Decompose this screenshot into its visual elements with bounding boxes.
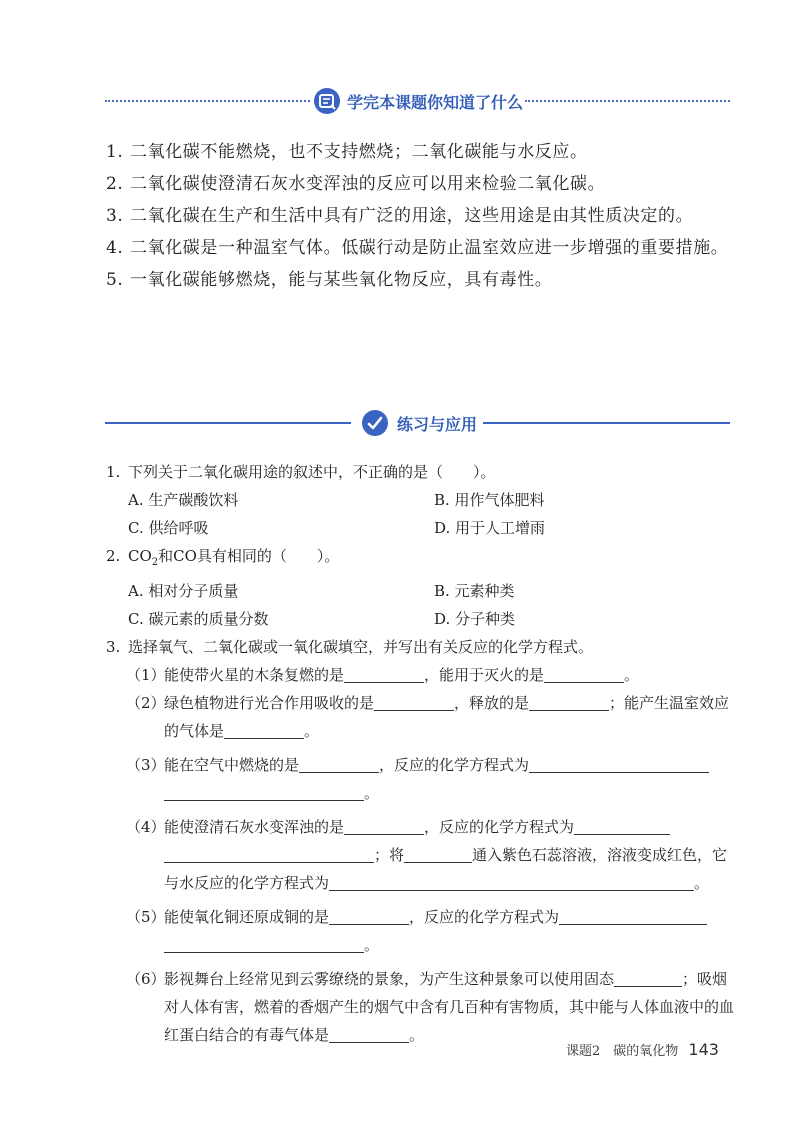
question-2-options (106, 577, 734, 633)
list-item: 3. 二氧化碳在生产和生活中具有广泛的用途，这些用途是由其性质决定的。 (106, 206, 694, 226)
sub-question-1: （1） 能使带火星的木条复燃的是 ，能用于灭火的是 。 (126, 666, 640, 684)
question-1-options (106, 486, 734, 542)
sub-question-3: （3） 能在空气中燃烧的是 ，反应的化学方程式为 。 (106, 751, 734, 807)
divider-right (483, 422, 730, 424)
option-b: B. 元素种类 (434, 582, 515, 600)
exercise-list (106, 458, 734, 1049)
option-a: A. 相对分子质量 (128, 582, 239, 600)
question-2-text: $CO_2$和CO具有相同的（ ）。 (128, 547, 340, 568)
option-a: A. 生产碳酸饮料 (128, 491, 239, 509)
answer-blank[interactable] (164, 782, 364, 801)
question-1-text: 下列关于二氧化碳用途的叙述中，不正确的是（ ）。 (128, 463, 496, 481)
summary-list (106, 136, 736, 296)
exercise-icon (361, 409, 389, 437)
answer-blank[interactable] (374, 692, 454, 711)
divider-left (105, 422, 351, 424)
option-d: D. 用于人工增雨 (434, 519, 546, 537)
sub-question-2: （2） 绿色植物进行光合作用吸收的是 ，释放的是 ；能产生温室效应的气体是 。 (126, 694, 730, 740)
exercise-section-title: 练习与应用 (397, 415, 478, 434)
answer-blank[interactable] (164, 844, 374, 863)
exercise-section-header (105, 408, 730, 438)
option-d: D. 分子种类 (434, 610, 516, 628)
answer-blank[interactable] (329, 1024, 409, 1043)
list-item: 4. 二氧化碳是一种温室气体。低碳行动是防止温室效应进一步增强的重要措施。 (106, 238, 729, 258)
answer-blank[interactable] (299, 754, 379, 773)
summary-section-header (105, 86, 730, 116)
list-item: 1. 二氧化碳不能燃烧，也不支持燃烧；二氧化碳能与水反应。 (106, 142, 588, 162)
sub-question-6: （6） 影视舞台上经常见到云雾缭绕的景象，为产生这种景象可以使用固态 ；吸烟对人体有害，燃着的香烟产生的烟气中含有几百种有害物质，其中能与人体血液中的血红蛋白结合的有毒气体是 。 (126, 970, 735, 1044)
option-c: C. 供给呼吸 (128, 519, 209, 537)
question-3-text: 选择氧气、二氧化碳或一氧化碳填空，并写出有关反应的化学方程式。 (128, 638, 594, 656)
answer-blank[interactable] (329, 906, 409, 925)
answer-blank[interactable] (529, 754, 709, 773)
answer-blank[interactable] (164, 934, 364, 953)
summary-section-title: 学完本课题你知道了什么 (347, 93, 524, 112)
question-1: 1. 下列关于二氧化碳用途的叙述中，不正确的是（ ）。 (106, 458, 734, 486)
answer-blank[interactable] (224, 720, 304, 739)
answer-blank[interactable] (329, 872, 694, 891)
question-2: 2. $CO_2$和CO具有相同的（ ）。 (106, 542, 734, 577)
answer-blank[interactable] (544, 664, 624, 683)
sub-question-5: （5） 能使氧化铜还原成铜的是 ，反应的化学方程式为 。 (106, 903, 734, 959)
page-number: 143 (688, 1040, 719, 1059)
answer-blank[interactable] (344, 816, 424, 835)
answer-blank[interactable] (559, 906, 707, 925)
summary-icon (313, 87, 341, 115)
answer-blank[interactable] (614, 968, 682, 987)
list-item: 5. 一氧化碳能够燃烧，能与某些氧化物反应，具有毒性。 (106, 270, 553, 290)
sub-question-4: （4） 能使澄清石灰水变浑浊的是 ，反应的化学方程式为 ；将 通入紫色石蕊溶液，溶液变成红色，它与水反应的化学方程式为 。 (126, 818, 728, 892)
question-3: 3. 选择氧气、二氧化碳或一氧化碳填空，并写出有关反应的化学方程式。 (106, 633, 734, 661)
lesson-title: 课题2 碳的氧化物 (566, 1044, 679, 1059)
dotted-divider-left (105, 100, 310, 102)
dotted-divider-right (525, 100, 730, 102)
answer-blank[interactable] (344, 664, 424, 683)
answer-blank[interactable] (529, 692, 609, 711)
page-footer (566, 1040, 719, 1059)
list-item: 2. 二氧化碳使澄清石灰水变浑浊的反应可以用来检验二氧化碳。 (106, 174, 606, 194)
option-c: C. 碳元素的质量分数 (128, 610, 269, 628)
answer-blank[interactable] (574, 816, 670, 835)
option-b: B. 用作气体肥料 (434, 491, 545, 509)
answer-blank[interactable] (404, 844, 472, 863)
